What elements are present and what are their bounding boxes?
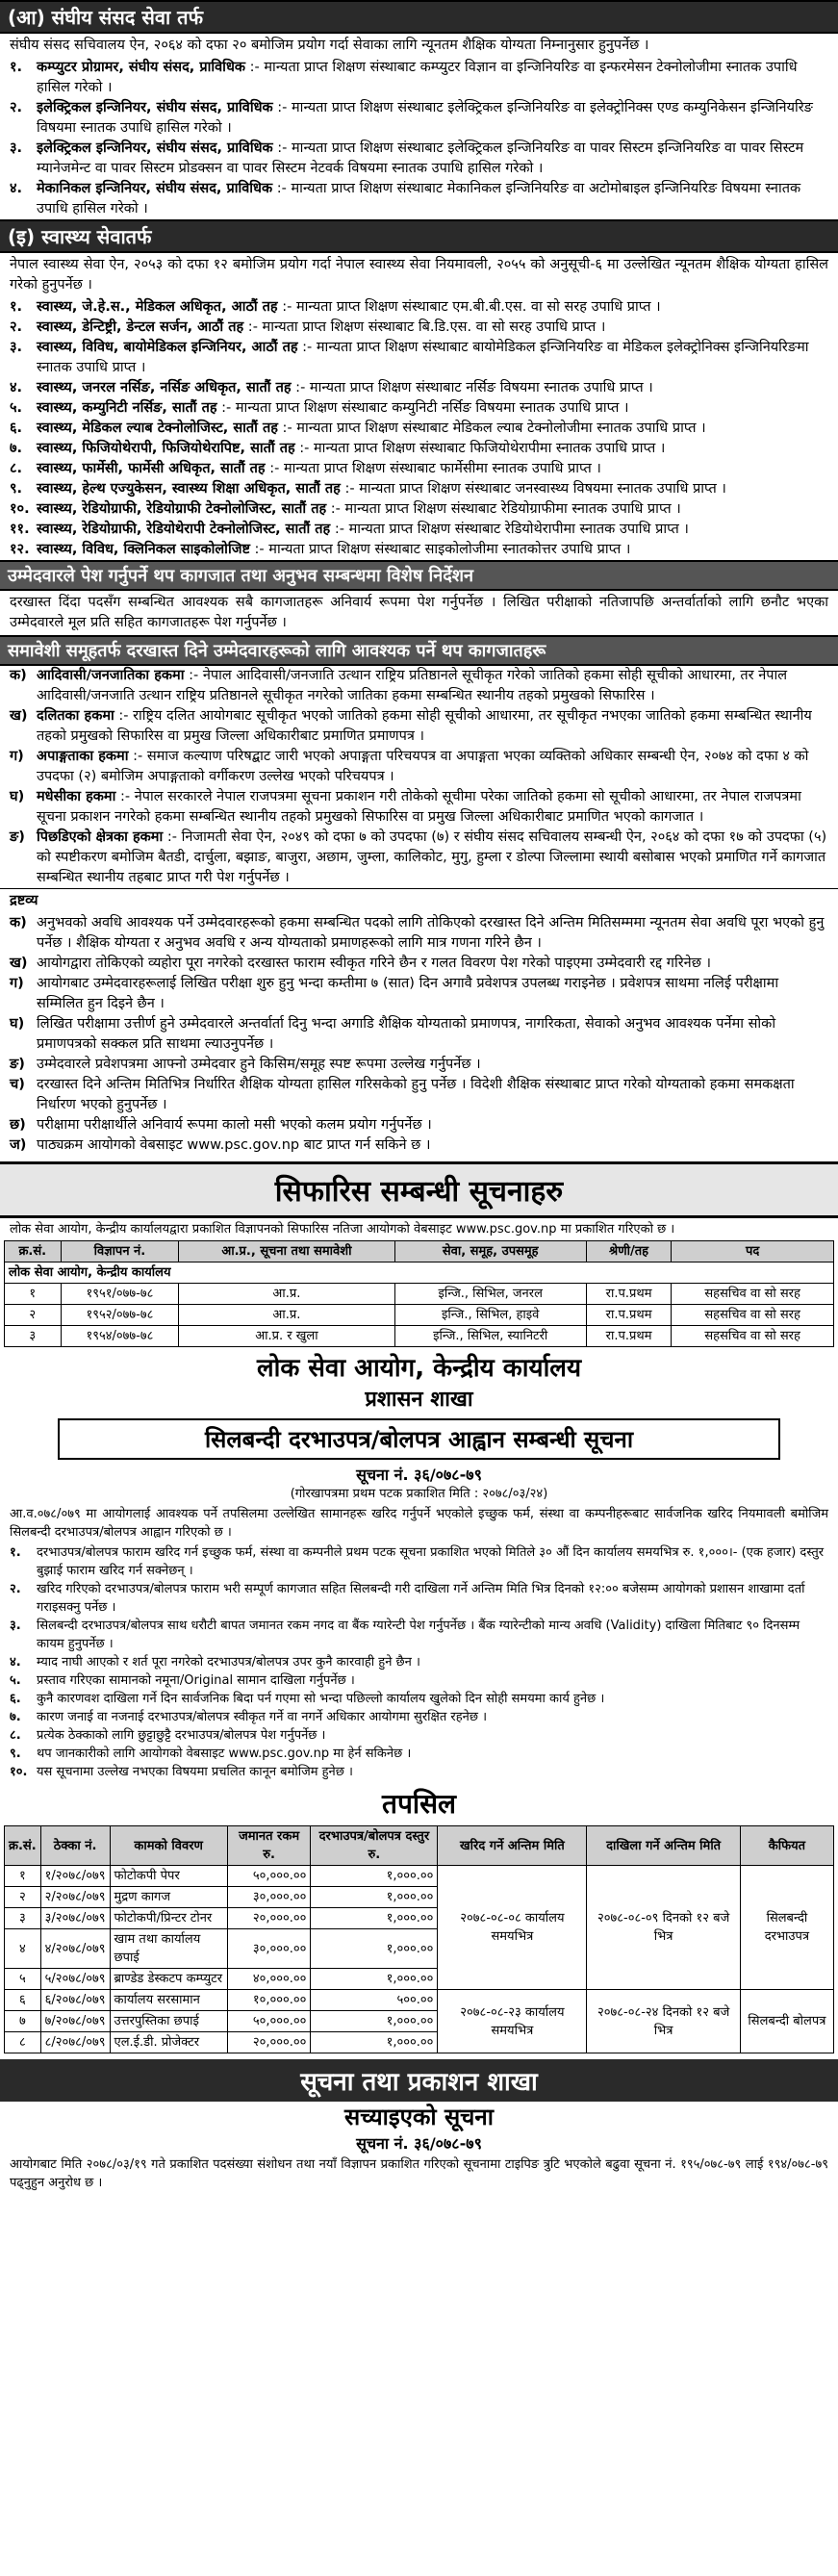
item-number: ४. [10, 380, 23, 395]
tapsil-group-remark: सिलबन्दी दरभाउपत्र [740, 1866, 833, 1990]
item-text: मान्यता प्राप्त शिक्षण संस्थाबाट फिजियोथेरापीमा स्नातक उपाधि प्राप्त । [314, 441, 666, 456]
table-cell: इन्जि., सिभिल, हाइवे [394, 1305, 586, 1326]
item-title: आदिवासी/जनजातिका हकमा [37, 668, 185, 683]
tapsil-header-cell: कैफियत [740, 1826, 833, 1866]
list-item [0, 58, 838, 98]
item-content: स्वास्थ्य, डेन्टिष्ट्री, डेन्टल सर्जन, आठौं तह :- मान्यता प्राप्त शिक्षण संस्थाबाट बि.डि.एस. वा सो सरह उपाधि प्राप्त । [37, 319, 606, 335]
item-text: प्रत्येक ठेक्काको लागि छुट्टाछुट्टै दरभाउपत्र/बोलपत्र पेश गर्नुपर्नेछ । [37, 1728, 326, 1743]
table-cell: रा.प.प्रथम [586, 1284, 671, 1305]
table-cell: १९५४/०७७-७८ [61, 1326, 179, 1347]
item-title: इलेक्ट्रिकल इन्जिनियर, संघीय संसद, प्राविधिक [37, 100, 273, 115]
corrected-notice-title: सच्याइएको सूचना [344, 2104, 494, 2130]
list-item [0, 1726, 838, 1745]
item-title: अपाङ्गताका हकमा [37, 749, 129, 764]
item-content [37, 1708, 828, 1726]
table-cell: ५/२०७८/०७९ [40, 1969, 110, 1990]
item-number: ८. [10, 461, 23, 476]
table-cell: ७/२०७८/०७९ [40, 2011, 110, 2032]
sec-a-heading: (आ) संघीय संसद सेवा तर्फ [0, 0, 838, 34]
item-number: ज) [10, 1137, 27, 1153]
sec-i-list [0, 297, 838, 560]
list-item [0, 378, 838, 398]
item-content [37, 1726, 828, 1745]
table-cell: ८/२०७८/०७९ [40, 2032, 110, 2053]
table-cell: आ.प्र. [179, 1305, 394, 1326]
table-cell: मुद्रण कागज [110, 1887, 227, 1908]
item-text: पाठ्यक्रम आयोगको वेबसाइट www.psc.gov.np बाट प्राप्त गर्न सकिने छ । [37, 1137, 431, 1153]
table-cell: ३०,०००.०० [227, 1887, 311, 1908]
item-number: घ) [10, 789, 25, 804]
item-number: २. [10, 319, 23, 335]
item-text: मान्यता प्राप्त शिक्षण संस्थाबाट रेडियोथेरापीमा स्नातक उपाधि प्राप्त । [348, 522, 689, 537]
table-cell: ४०,०००.०० [227, 1969, 311, 1990]
tapsil-table-wrap [0, 1825, 838, 2053]
publication-branch-bar: सूचना तथा प्रकाशन शाखा [0, 2059, 838, 2102]
sifaris-header-cell: आ.प्र., सूचना तथा समावेशी [179, 1241, 394, 1262]
list-item [0, 1115, 838, 1135]
table-cell: १९५१/०७७-७८ [61, 1284, 179, 1305]
tender-notice-no: सूचना नं. ३६/०७८-७९ [356, 1466, 482, 1484]
item-title: स्वास्थ्य, विविध, बायोमेडिकल इन्जिनियर, आठौं तह [37, 340, 298, 355]
item-number: ५. [10, 400, 23, 416]
item-content: स्वास्थ्य, फिजियोथेरापी, फिजियोथेरापिष्ट, सातौं तह :- मान्यता प्राप्त शिक्षण संस्थाबाट फिजियोथेरापीमा स्नातक उपाधि प्राप्त । [37, 441, 666, 456]
item-number: १. [10, 299, 23, 315]
item-text: नेपाल आदिवासी/जनजाति उत्थान राष्ट्रिय प्रतिष्ठानले सूचीकृत गरेको जातिको हकमा सोही सूचीको आधारमा, तर नेपाल आदिवासी/जनजाति उत्थान राष्ट्रिय प्रतिष्ठानले सूचीकृत नगरेको जातिका हकमा सम्बन्धित स्थानीय तहको प्रमुखको सिफारिस । [37, 668, 788, 703]
table-cell: १,०००.०० [311, 2032, 438, 2053]
tender-notice-box: सिलबन्दी दरभाउपत्र/बोलपत्र आह्वान सम्बन्धी सूचना [58, 1418, 780, 1460]
item-text: खरिद गरिएको दरभाउपत्र/बोलपत्र फाराम भरी सम्पूर्ण कागजात सहित सिलबन्दी गरी दाखिला गर्ने अन्तिम मिति भित्र दिनको १२:०० बजेसम्म आयोगको प्रशासन शाखामा दर्ता गराइसक्नु पर्नेछ । [37, 1582, 805, 1615]
item-content: अपाङ्गताका हकमा :- समाज कल्याण परिषद्बाट जारी भएको अपाङ्गता परिचयपत्र वा अपाङ्गता भएका व्यक्तिको अधिकार सम्बन्धी ऐन, २०७४ को दफा ४ को उपदफा (२) बमोजिम अपाङ्गताको वर्गीकरण उल्लेख भएको परिचयपत्र । [37, 749, 809, 784]
sifaris-header-cell: क्र.सं. [5, 1241, 62, 1262]
tapsil-group-buy: २०७८-०८-०८ कार्यालय समयभित्र [438, 1866, 587, 1990]
table-cell: ३ [5, 1908, 41, 1929]
item-text: सिलबन्दी दरभाउपत्र/बोलपत्र साथ धरौटी बापत जमानत रकम नगद वा बैंक ग्यारेन्टी पेश गर्नुपर्नेछ । बैंक ग्यारेन्टीको मान्य अवधि (Validity) दाखिला मितिबाट ९० दिनसम्म कायम हुनुपर्नेछ । [37, 1619, 800, 1651]
table-cell: ४/२०७८/०७९ [40, 1929, 110, 1969]
sec-a-list [0, 58, 838, 219]
list-item [0, 139, 838, 179]
sifaris-header-cell: पद [672, 1241, 834, 1262]
item-text: म्याद नाघी आएको र शर्त पूरा नगरेको दरभाउपत्र/बोलपत्र उपर कुनै कारवाही हुने छैन । [37, 1655, 420, 1670]
item-content: मधेसीका हकमा :- नेपाल सरकारले नेपाल राजपत्रमा सूचना प्रकाशन गरी तोकेको सूचीमा परेका जातिको हकमा सो सूचीको आधारमा, तर नेपाल राजपत्रमा सूचना प्रकाशन नगरेको हकमा सम्बन्धित स्थानीय तहको प्रमुखको सिफारिस वा प्रमुख जिल्ला अधिकारीबाट प्रमाणित भएको कागजात । [37, 789, 801, 825]
item-content: स्वास्थ्य, हेल्थ एज्युकेसन, स्वास्थ्य शिक्षा अधिकृत, सातौं तह :- मान्यता प्राप्त शिक्षण संस्थाबाट जनस्वास्थ्य विषयमा स्नातक उपाधि प्राप्त । [37, 481, 726, 497]
item-text: आयोगद्वारा तोकिएको व्यहोरा पूरा नगरेको दरखास्त फाराम स्वीकृत गरिने छैन र गलत विवरण पेश गरेको पाइएमा उम्मेदवारी रद्द गरिनेछ । [37, 956, 711, 971]
item-number: ३. [10, 340, 23, 355]
item-text: मान्यता प्राप्त शिक्षण संस्थाबाट बायोमेडिकल इन्जिनियरिङ वा मेडिकल इलेक्ट्रोनिक्स इन्जिनियरिङमा स्नातक उपाधि प्राप्त । [37, 340, 809, 375]
table-cell: सहसचिव वा सो सरह [672, 1326, 834, 1347]
sifaris-title: सिफारिस सम्बन्धी सूचनाहरु [0, 1161, 838, 1218]
sifaris-body [5, 1262, 834, 1347]
office-branch: प्रशासन शाखा [365, 1388, 473, 1412]
table-cell: २ [5, 1887, 41, 1908]
item-content [37, 1653, 828, 1671]
table-cell: १,०००.०० [311, 1887, 438, 1908]
list-item [0, 398, 838, 419]
item-text: मान्यता प्राप्त शिक्षण संस्थाबाट कम्प्युटर विज्ञान वा इन्जिनियरिङ वा इन्फरमेसन टेक्नोलोजीमा स्नातक उपाधि हासिल गरेको । [37, 60, 798, 95]
table-cell: उत्तरपुस्तिका छपाई [110, 2011, 227, 2032]
list-item [0, 1653, 838, 1671]
item-content [37, 1115, 828, 1135]
item-content [37, 1745, 828, 1763]
tapsil-table [4, 1825, 834, 2053]
sec-i-intro: नेपाल स्वास्थ्य सेवा ऐन, २०५३ को दफा १२ बमोजिम प्रयोग गर्दा नेपाल स्वास्थ्य सेवा नियमावली, २०५५ को अनुसूची-६ मा उल्लेखित न्यूनतम शैक्षिक योग्यता हासिल गरेको हुनुपर्नेछ । [10, 257, 828, 293]
table-cell: ५०,०००.०० [227, 1866, 311, 1887]
ummed-heading: उम्मेदवारले पेश गर्नुपर्ने थप कागजात तथा अनुभव सम्बन्धमा विशेष निर्देशन [0, 560, 838, 591]
list-item [0, 828, 838, 888]
sifaris-table [4, 1240, 834, 1347]
item-text: मान्यता प्राप्त शिक्षण संस्थाबाट एम.बी.बी.एस. वा सो सरह उपाधि प्राप्त । [295, 299, 661, 315]
item-text: मान्यता प्राप्त शिक्षण संस्थाबाट इलेक्ट्रिकल इन्जिनियरिङ वा इलेक्ट्रोनिक्स एण्ड कम्युनिकेसन इन्जिनियरिङ विषयमा स्नातक उपाधि हासिल गरेको । [37, 100, 813, 136]
item-content: इलेक्ट्रिकल इन्जिनियर, संघीय संसद, प्राविधिक :- मान्यता प्राप्त शिक्षण संस्थाबाट इलेक्ट्रिकल इन्जिनियरिङ वा पावर सिस्टम इन्जिनियरिङ वा पावर सिस्टम म्यानेजमेन्ट वा पावर सिस्टम प्रोडक्सन वा पावर सिस्टम नेटवर्क विषयमा स्नातक उपाधि हासिल गरेको । [37, 140, 804, 176]
samavesh-heading: समावेशी समूहतर्फ दरखास्त दिने उम्मेदवारहरूको लागि आवश्यक पर्ने थप कागजातहरू [0, 635, 838, 666]
tapsil-group-submit: २०७८-०८-२४ दिनको १२ बजे भित्र [587, 1990, 740, 2053]
item-number: ७. [10, 441, 23, 456]
item-number: च) [10, 1077, 25, 1092]
item-content: मेकानिकल इन्जिनियर, संघीय संसद, प्राविधिक :- मान्यता प्राप्त शिक्षण संस्थाबाट मेकानिकल इन्जिनियरिङ वा अटोमोबाइल इन्जिनियरिङ विषयमा स्नातक उपाधि हासिल गरेको । [37, 181, 801, 217]
table-cell: खाम तथा कार्यालय छपाई [110, 1929, 227, 1969]
item-text: परीक्षामा परीक्षार्थीले अनिवार्य रूपमा कालो मसी भएको कलम प्रयोग गर्नुपर्नेछ । [37, 1117, 432, 1133]
corrected-notice-text: आयोगबाट मिति २०७८/०३/१९ गते प्रकाशित पदसंख्या संशोधन तथा नयाँ विज्ञापन प्रकाशित गरिएको सूचनामा टाइपिङ त्रुटि भएकोले बढुवा सूचना नं. १९५/०७८-७९ लाई १९४/०७८-७९ पढ्नुहुन अनुरोध छ । [10, 2157, 828, 2190]
list-item [0, 98, 838, 139]
item-content [37, 954, 828, 974]
list-item [0, 1617, 838, 1653]
item-content: स्वास्थ्य, रेडियोग्राफी, रेडियोथेरापी टेक्नोलोजिस्ट, सातौं तह :- मान्यता प्राप्त शिक्षण संस्थाबाट रेडियोथेरापीमा स्नातक उपाधि प्राप्त । [37, 522, 689, 537]
item-title: स्वास्थ्य, रेडियोग्राफी, रेडियोथेरापी टेक्नोलोजिस्ट, सातौं तह [37, 522, 331, 537]
table-cell: २ [5, 1305, 62, 1326]
sifaris-table-wrap [0, 1240, 838, 1347]
item-content [37, 1671, 828, 1690]
list-item [0, 954, 838, 974]
table-cell: ६/२०७८/०७९ [40, 1990, 110, 2011]
item-text: मान्यता प्राप्त शिक्षण संस्थाबाट साइकोलोजीमा स्नातकोत्तर उपाधि प्राप्त । [268, 542, 631, 557]
tapsil-header-cell: दरभाउपत्र/बोलपत्र दस्तुर रु. [311, 1826, 438, 1866]
item-number: ६. [10, 1692, 21, 1706]
table-cell: आ.प्र. [179, 1284, 394, 1305]
table-row [5, 1326, 834, 1347]
table-row [5, 1990, 834, 2011]
item-content [37, 1617, 828, 1653]
item-number: ६. [10, 421, 23, 436]
item-number: ङ) [10, 829, 25, 845]
item-content [37, 974, 828, 1014]
item-text: कारण जनाई वा नजनाई दरभाउपत्र/बोलपत्र स्वीकृत गर्ने वा नगर्ने अधिकार आयोगमा सुरक्षित रहनेछ । [37, 1710, 487, 1724]
table-cell: २०,०००.०० [227, 2032, 311, 2053]
ummed-text: दरखास्त दिंदा पदसँग सम्बन्धित आवश्यक सबै कागजातहरू अनिवार्य रूपमा पेश गर्नुपर्नेछ । लिखित परीक्षाको नतिजापछि अन्तर्वार्ताको लागि छनौट भएका उम्मेदवारले मूल प्रति सहित कागजातहरू पेश गर्नुपर्नेछ । [10, 595, 828, 630]
item-content: स्वास्थ्य, कम्युनिटी नर्सिङ, सातौं तह :- मान्यता प्राप्त शिक्षण संस्थाबाट कम्युनिटी नर्सिङ विषयमा स्नातक उपाधि प्राप्त । [37, 400, 629, 416]
table-cell: रा.प.प्रथम [586, 1305, 671, 1326]
item-text: कुनै कारणवश दाखिला गर्ने दिन सार्वजनिक बिदा पर्न गएमा सो भन्दा पछिल्लो कार्यालय खुलेको दिन सोही समयमा कार्य हुनेछ । [37, 1692, 605, 1706]
item-number: ३. [10, 140, 23, 156]
item-title: स्वास्थ्य, फिजियोथेरापी, फिजियोथेरापिष्ट, सातौं तह [37, 441, 295, 456]
list-item [0, 1135, 838, 1156]
list-item [0, 666, 838, 706]
item-number: १२. [10, 542, 30, 557]
item-number: ९. [10, 481, 23, 497]
item-content [37, 1135, 828, 1156]
item-content: स्वास्थ्य, जनरल नर्सिङ, नर्सिङ अधिकृत, सातौं तह :- मान्यता प्राप्त शिक्षण संस्थाबाट नर्सिङ विषयमा स्नातक उपाधि प्राप्त । [37, 380, 653, 395]
table-cell: १,०००.०० [311, 1929, 438, 1969]
table-cell: ५००.०० [311, 1990, 438, 2011]
office-title: लोक सेवा आयोग, केन्द्रीय कार्यालय [256, 1354, 582, 1383]
item-content: स्वास्थ्य, जे.हे.स., मेडिकल अधिकृत, आठौं तह :- मान्यता प्राप्त शिक्षण संस्थाबाट एम.बी.बी.एस. वा सो सरह उपाधि प्राप्त । [37, 299, 661, 315]
list-item [0, 913, 838, 954]
item-text: लिखित परीक्षामा उत्तीर्ण हुने उम्मेदवारले अन्तर्वार्ता दिनु भन्दा अगाडि शैक्षिक योग्यताको प्रमाणपत्र, नागरिकता, सेवाको अनुभव आवश्यक पर्नेमा सोको प्रमाणपत्रको सक्कल प्रति साथमा ल्याउनुपर्नेछ । [37, 1016, 776, 1052]
item-number: क) [10, 915, 27, 931]
table-cell: ब्राण्डेड डेस्कटप कम्प्युटर [110, 1969, 227, 1990]
item-content: कम्प्युटर प्रोग्रामर, संघीय संसद, प्राविधिक :- मान्यता प्राप्त शिक्षण संस्थाबाट कम्प्युटर विज्ञान वा इन्जिनियरिङ वा इन्फरमेसन टेक्नोलोजीमा स्नातक उपाधि हासिल गरेको । [37, 60, 798, 95]
item-text: थप जानकारीको लागि आयोगको वेबसाइट www.psc.gov.np मा हेर्न सकिनेछ । [37, 1747, 412, 1761]
item-content [37, 1543, 828, 1580]
item-title: स्वास्थ्य, मेडिकल ल्याब टेक्नोलोजिस्ट, सातौं तह [37, 421, 278, 436]
list-item [0, 1014, 838, 1055]
item-number: ९. [10, 1747, 21, 1761]
item-number: ख) [10, 708, 28, 724]
item-text: मान्यता प्राप्त शिक्षण संस्थाबाट कम्युनिटी नर्सिङ विषयमा स्नातक उपाधि प्राप्त । [235, 400, 629, 416]
list-item [0, 439, 838, 459]
item-content: आदिवासी/जनजातिका हकमा :- नेपाल आदिवासी/जनजाति उत्थान राष्ट्रिय प्रतिष्ठानले सूचीकृत गरेको जातिको हकमा सोही सूचीको आधारमा, तर नेपाल आदिवासी/जनजाति उत्थान राष्ट्रिय प्रतिष्ठानले सूचीकृत नगरेको जातिका हकमा सम्बन्धित स्थानीय तहको प्रमुखको सिफारिस । [37, 668, 788, 703]
table-cell: सहसचिव वा सो सरह [672, 1305, 834, 1326]
tender-notice-date: (गोरखापत्रमा प्रथम पटक प्रकाशित मिति : २०७८/०३/२४) [290, 1487, 548, 1501]
item-number: ङ) [10, 1057, 25, 1072]
list-item [0, 338, 838, 378]
drastavya-list [0, 913, 838, 1156]
tapsil-header-cell: दाखिला गर्ने अन्तिम मिति [587, 1826, 740, 1866]
list-item [0, 747, 838, 787]
item-content: पिछडिएको क्षेत्रका हकमा :- निजामती सेवा ऐन, २०४९ को दफा ७ को उपदफा (७) र संघीय संसद सचिवालय सम्बन्धी ऐन, २०६४ को दफा १७ को उपदफा (५) को स्पष्टीकरण बमोजिम बैतडी, दार्चुला, बझाङ, बाजुरा, अछाम, जुम्ला, कालिकोट, मुगु, हुम्ला र डोल्पा जिल्लामा स्थायी बसोबास भएको प्रमाणित गर्ने कागजात सम्बन्धित स्थानीय तहबाट प्राप्त गरी पेश गर्नुपर्नेछ । [37, 829, 827, 885]
item-text: यस सूचनामा उल्लेख नभएका विषयमा प्रचलित कानून बमोजिम हुनेछ । [37, 1765, 353, 1779]
item-content [37, 1690, 828, 1708]
item-number: ५. [10, 1673, 21, 1688]
tapsil-group-buy: २०७८-०८-२३ कार्यालय समयभित्र [438, 1990, 587, 2053]
item-text: मान्यता प्राप्त शिक्षण संस्थाबाट जनस्वास्थ्य विषयमा स्नातक उपाधि प्राप्त । [359, 481, 726, 497]
list-item [0, 540, 838, 560]
item-text: दरखास्त दिने अन्तिम मितिभित्र निर्धारित शैक्षिक योग्यता हासिल गरिसकेको हुनु पर्नेछ । विदेशी शैक्षिक संस्थाबाट प्राप्त गरेको योग्यताको हकमा समकक्षता निर्धारण भएको हुनुपर्नेछ । [37, 1077, 795, 1112]
item-text: निजामती सेवा ऐन, २०४९ को दफा ७ को उपदफा (७) र संघीय संसद सचिवालय सम्बन्धी ऐन, २०६४ को दफा १७ को उपदफा (५) को स्पष्टीकरण बमोजिम बैतडी, दार्चुला, बझाङ, बाजुरा, अछाम, जुम्ला, कालिकोट, मुगु, हुम्ला र डोल्पा जिल्लामा स्थायी बसोबास भएको प्रमाणित गर्ने कागजात सम्बन्धित स्थानीय तहबाट प्राप्त गरी पेश गर्नुपर्नेछ । [37, 829, 827, 885]
item-content [37, 1014, 828, 1055]
item-text: मान्यता प्राप्त शिक्षण संस्थाबाट मेडिकल ल्याब टेक्नोलोजीमा स्नातक उपाधि प्राप्त । [296, 421, 706, 436]
item-text: राष्ट्रिय दलित आयोगबाट सूचीकृत भएको जातिको हकमा सोही सूचीको आधारमा, तर सूचीकृत नभएका जातिको हकमा सम्बन्धित स्थानीय तहको प्रमुखको सिफारिस वा प्रमुख जिल्ला अधिकारीबाट प्रमाणित प्रमाणपत्र । [37, 708, 812, 744]
item-content [37, 913, 828, 954]
table-cell: फोटोकपी/प्रिन्टर टोनर [110, 1908, 227, 1929]
item-text: आयोगबाट उम्मेदवारहरूलाई लिखित परीक्षा शुरु हुनु भन्दा कम्तीमा ७ (सात) दिन अगावै प्रवेशपत्र उपलब्ध गराइनेछ । प्रवेशपत्र साथमा नलिई परीक्षामा सम्मिलित हुन दिइने छैन । [37, 976, 779, 1011]
table-cell: १,०००.०० [311, 1908, 438, 1929]
list-item [0, 499, 838, 520]
item-title: स्वास्थ्य, फार्मेसी, फार्मेसी अधिकृत, सातौं तह [37, 461, 266, 476]
item-content: स्वास्थ्य, रेडियोग्राफी, रेडियोग्राफी टेक्नोलोजिस्ट, सातौं तह :- मान्यता प्राप्त शिक्षण संस्थाबाट रेडियोग्राफीमा स्नातक उपाधि प्राप्त । [37, 501, 681, 517]
item-content: दलितका हकमा :- राष्ट्रिय दलित आयोगबाट सूचीकृत भएको जातिको हकमा सोही सूचीको आधारमा, तर सूचीकृत नभएका जातिको हकमा सम्बन्धित स्थानीय तहको प्रमुखको सिफारिस वा प्रमुख जिल्ला अधिकारीबाट प्रमाणित प्रमाणपत्र । [37, 708, 812, 744]
sec-a-intro: संघीय संसद सचिवालय ऐन, २०६४ को दफा २० बमोजिम प्रयोग गर्दा सेवाका लागि न्यूनतम शैक्षिक योग्यता निम्नानुसार हुनुपर्नेछ । [10, 38, 649, 53]
item-title: दलितका हकमा [37, 708, 114, 724]
item-text: प्रस्ताव गरिएका सामानको नमूना/Original सामान दाखिला गर्नुपर्नेछ । [37, 1673, 355, 1688]
sifaris-intro: लोक सेवा आयोग, केन्द्रीय कार्यालयद्वारा प्रकाशित विज्ञापनको सिफारिस नतिजा आयोगको वेबसाइट www.psc.gov.np मा प्रकाशित गरिएको छ । [10, 1222, 675, 1237]
tapsil-header-cell: कामको विवरण [110, 1826, 227, 1866]
item-title: स्वास्थ्य, डेन्टिष्ट्री, डेन्टल सर्जन, आठौं तह [37, 319, 244, 335]
item-title: स्वास्थ्य, कम्युनिटी नर्सिङ, सातौं तह [37, 400, 217, 416]
table-cell: १,०००.०० [311, 1866, 438, 1887]
table-cell: ७ [5, 2011, 41, 2032]
table-row [5, 1866, 834, 1887]
table-cell: ८ [5, 2032, 41, 2053]
list-item [0, 1708, 838, 1726]
item-text: मान्यता प्राप्त शिक्षण संस्थाबाट रेडियोग्राफीमा स्नातक उपाधि प्राप्त । [344, 501, 681, 517]
corrected-notice-no: सूचना नं. ३६/०७८-७९ [356, 2134, 482, 2153]
table-cell: १९५२/०७७-७८ [61, 1305, 179, 1326]
item-number: ४. [10, 1655, 21, 1670]
tender-intro: आ.व.०७८/०७९ मा आयोगलाई आवश्यक पर्ने तपसिलमा उल्लेखित सामानहरू खरिद गर्नुपर्ने भएकोले इच्छुक फर्म, संस्था वा कम्पनीहरूबाट सार्वजनिक खरिद नियमावली बमोजिम सिलबन्दी दरभाउपत्र/बोलपत्र आह्वान गरिएको छ । [10, 1507, 828, 1540]
sifaris-header-cell: सेवा, समूह, उपसमूह [394, 1241, 586, 1262]
table-cell: १०,०००.०० [227, 1990, 311, 2011]
table-cell: १/२०७८/०७९ [40, 1866, 110, 1887]
item-number: क) [10, 668, 27, 683]
item-number: १०. [10, 501, 30, 517]
item-title: स्वास्थ्य, जनरल नर्सिङ, नर्सिङ अधिकृत, सातौं तह [37, 380, 292, 395]
item-number: २. [10, 1582, 21, 1596]
item-text: मान्यता प्राप्त शिक्षण संस्थाबाट फार्मेसीमा स्नातक उपाधि प्राप्त । [283, 461, 601, 476]
sifaris-header-cell: विज्ञापन नं. [61, 1241, 179, 1262]
table-cell: फोटोकपी पेपर [110, 1866, 227, 1887]
item-content: स्वास्थ्य, विविध, बायोमेडिकल इन्जिनियर, आठौं तह :- मान्यता प्राप्त शिक्षण संस्थाबाट बायोमेडिकल इन्जिनियरिङ वा मेडिकल इलेक्ट्रोनिक्स इन्जिनियरिङमा स्नातक उपाधि प्राप्त । [37, 340, 809, 375]
table-cell: कार्यालय सरसामान [110, 1990, 227, 2011]
list-item [0, 419, 838, 439]
item-content [37, 1075, 828, 1115]
item-text: मान्यता प्राप्त शिक्षण संस्थाबाट इलेक्ट्रिकल इन्जिनियरिङ वा पावर सिस्टम इन्जिनियरिङ वा पावर सिस्टम म्यानेजमेन्ट वा पावर सिस्टम प्रोडक्सन वा पावर सिस्टम नेटवर्क विषयमा स्नातक उपाधि हासिल गरेको । [37, 140, 804, 176]
tapsil-header-cell: खरिद गर्ने अन्तिम मिति [438, 1826, 587, 1866]
list-item [0, 1580, 838, 1617]
item-title: कम्प्युटर प्रोग्रामर, संघीय संसद, प्राविधिक [37, 60, 245, 75]
item-text: नेपाल सरकारले नेपाल राजपत्रमा सूचना प्रकाशन गरी तोकेको सूचीमा परेका जातिको हकमा सो सूचीको आधारमा, तर नेपाल राजपत्रमा सूचना प्रकाशन नगरेको हकमा सम्बन्धित स्थानीय तहको प्रमुखको सिफारिस वा प्रमुख जिल्ला अधिकारीबाट प्रमाणित भएको कागजात । [37, 789, 801, 825]
table-cell: रा.प.प्रथम [586, 1326, 671, 1347]
tapsil-title: तपसिल [381, 1788, 457, 1820]
table-cell: ३ [5, 1326, 62, 1347]
item-title: स्वास्थ्य, हेल्थ एज्युकेसन, स्वास्थ्य शिक्षा अधिकृत, सातौं तह [37, 481, 341, 497]
item-number: ८. [10, 1728, 21, 1743]
item-content: स्वास्थ्य, विविध, क्लिनिकल साइकोलोजिष्ट :- मान्यता प्राप्त शिक्षण संस्थाबाट साइकोलोजीमा स्नातकोत्तर उपाधि प्राप्त । [37, 542, 631, 557]
table-cell: ३०,०००.०० [227, 1929, 311, 1969]
list-item [0, 787, 838, 828]
table-row [5, 1284, 834, 1305]
item-content [37, 1763, 828, 1781]
list-item [0, 1690, 838, 1708]
list-item [0, 1763, 838, 1781]
table-cell: २/२०७८/०७९ [40, 1887, 110, 1908]
item-number: ख) [10, 956, 28, 971]
item-number: ३. [10, 1619, 21, 1633]
item-text: उम्मेदवारले प्रवेशपत्रमा आफ्नो उम्मेदवार हुने किसिम/समूह स्पष्ट रूपमा उल्लेख गर्नुपर्नेछ । [37, 1057, 481, 1072]
item-title: स्वास्थ्य, जे.हे.स., मेडिकल अधिकृत, आठौं तह [37, 299, 278, 315]
item-number: १०. [10, 1765, 28, 1779]
table-row [5, 1305, 834, 1326]
item-number: ग) [10, 749, 24, 764]
item-number: २. [10, 100, 23, 115]
tapsil-group-submit: २०७८-०८-०९ दिनको १२ बजे भित्र [587, 1866, 740, 1990]
item-text: मान्यता प्राप्त शिक्षण संस्थाबाट मेकानिकल इन्जिनियरिङ वा अटोमोबाइल इन्जिनियरिङ विषयमा स्नातक उपाधि हासिल गरेको । [37, 181, 801, 217]
item-title: स्वास्थ्य, विविध, क्लिनिकल साइकोलोजिष्ट [37, 542, 250, 557]
table-cell: सहसचिव वा सो सरह [672, 1284, 834, 1305]
item-content [37, 1055, 828, 1075]
table-cell: ३/२०७८/०७९ [40, 1908, 110, 1929]
tapsil-header-row [5, 1826, 834, 1866]
list-item [0, 1745, 838, 1763]
table-cell: १ [5, 1866, 41, 1887]
item-content: स्वास्थ्य, फार्मेसी, फार्मेसी अधिकृत, सातौं तह :- मान्यता प्राप्त शिक्षण संस्थाबाट फार्मेसीमा स्नातक उपाधि प्राप्त । [37, 461, 601, 476]
drastavya-title: द्रष्टव्य [10, 893, 38, 908]
tapsil-header-cell: क्र.सं. [5, 1826, 41, 1866]
table-cell: ५०,०००.०० [227, 2011, 311, 2032]
list-item [0, 1055, 838, 1075]
tapsil-header-cell: ठेक्का नं. [40, 1826, 110, 1866]
item-text: मान्यता प्राप्त शिक्षण संस्थाबाट बि.डि.एस. वा सो सरह उपाधि प्राप्त । [262, 319, 606, 335]
sifaris-group-row [5, 1262, 834, 1284]
tapsil-header-cell: जमानत रकम रु. [227, 1826, 311, 1866]
item-title: मेकानिकल इन्जिनियर, संघीय संसद, प्राविधिक [37, 181, 273, 196]
list-item [0, 974, 838, 1014]
table-cell: १ [5, 1284, 62, 1305]
sifaris-header-row [5, 1241, 834, 1262]
tapsil-body [5, 1866, 834, 2053]
item-title: पिछडिएको क्षेत्रका हकमा [37, 829, 164, 845]
item-text: मान्यता प्राप्त शिक्षण संस्थाबाट नर्सिङ विषयमा स्नातक उपाधि प्राप्त । [309, 380, 653, 395]
list-item [0, 479, 838, 499]
list-item [0, 318, 838, 338]
item-number: छ) [10, 1117, 26, 1133]
list-item [0, 459, 838, 479]
item-text: दरभाउपत्र/बोलपत्र फाराम खरिद गर्न इच्छुक फर्म, संस्था वा कम्पनीले प्रथम पटक सूचना प्रकाशित भएको मितिले ३० औं दिन कार्यालय समयभित्र रु. १,०००।- (एक हजार) दस्तुर बुझाई फाराम खरिद गर्न सक्नेछन् । [37, 1545, 825, 1578]
table-cell: ६ [5, 1990, 41, 2011]
drastavya-heading [0, 888, 838, 913]
item-number: १. [10, 1545, 21, 1560]
item-number: घ) [10, 1016, 25, 1032]
sec-i-heading: (इ) स्वास्थ्य सेवातर्फ [0, 219, 838, 253]
table-cell: इन्जि., सिभिल, जनरल [394, 1284, 586, 1305]
list-item [0, 1543, 838, 1580]
sifaris-group-cell: लोक सेवा आयोग, केन्द्रीय कार्यालय [5, 1262, 834, 1284]
list-item [0, 706, 838, 747]
item-text: अनुभवको अवधि आवश्यक पर्ने उम्मेदवारहरूको हकमा सम्बन्धित पदको लागि तोकिएको दरखास्त दिने अन्तिम मितिसम्ममा न्यूनतम सेवा अवधि पूरा भएको हुनु पर्नेछ । शैक्षिक योग्यता र अनुभव अवधि र अन्य योग्यताको प्रमाणहरूको लागि मात्र गणना गरिने छैन । [37, 915, 825, 951]
item-number: १. [10, 60, 23, 75]
item-content: इलेक्ट्रिकल इन्जिनियर, संघीय संसद, प्राविधिक :- मान्यता प्राप्त शिक्षण संस्थाबाट इलेक्ट्रिकल इन्जिनियरिङ वा इलेक्ट्रोनिक्स एण्ड कम्युनिकेसन इन्जिनियरिङ विषयमा स्नातक उपाधि हासिल गरेको । [37, 100, 813, 136]
tender-points [0, 1543, 838, 1781]
tapsil-group-remark: सिलबन्दी बोलपत्र [740, 1990, 833, 2053]
item-text: समाज कल्याण परिषद्बाट जारी भएको अपाङ्गता परिचयपत्र वा अपाङ्गता भएका व्यक्तिको अधिकार सम्बन्धी ऐन, २०७४ को दफा ४ को उपदफा (२) बमोजिम अपाङ्गताको वर्गीकरण उल्लेख भएको परिचयपत्र । [37, 749, 809, 784]
samavesh-list [0, 666, 838, 888]
item-number: ११. [10, 522, 30, 537]
list-item [0, 179, 838, 219]
list-item [0, 1075, 838, 1115]
table-cell: २०,०००.०० [227, 1908, 311, 1929]
list-item [0, 297, 838, 318]
item-title: स्वास्थ्य, रेडियोग्राफी, रेडियोग्राफी टेक्नोलोजिस्ट, सातौं तह [37, 501, 327, 517]
item-content [37, 1580, 828, 1617]
table-cell: १,०००.०० [311, 1969, 438, 1990]
item-number: ४. [10, 181, 23, 196]
table-cell: इन्जि., सिभिल, स्यानिटरी [394, 1326, 586, 1347]
table-cell: एल.ई.डी. प्रोजेक्टर [110, 2032, 227, 2053]
table-cell: आ.प्र. र खुला [179, 1326, 394, 1347]
item-title: इलेक्ट्रिकल इन्जिनियर, संघीय संसद, प्राविधिक [37, 140, 273, 156]
table-cell: १,०००.०० [311, 2011, 438, 2032]
item-content: स्वास्थ्य, मेडिकल ल्याब टेक्नोलोजिस्ट, सातौं तह :- मान्यता प्राप्त शिक्षण संस्थाबाट मेडिकल ल्याब टेक्नोलोजीमा स्नातक उपाधि प्राप्त । [37, 421, 706, 436]
table-cell: ४ [5, 1929, 41, 1969]
item-number: ७. [10, 1710, 21, 1724]
sifaris-header-cell: श्रेणी/तह [586, 1241, 671, 1262]
table-cell: ५ [5, 1969, 41, 1990]
item-number: ग) [10, 976, 24, 991]
item-title: मधेसीका हकमा [37, 789, 116, 804]
list-item [0, 520, 838, 540]
list-item [0, 1671, 838, 1690]
